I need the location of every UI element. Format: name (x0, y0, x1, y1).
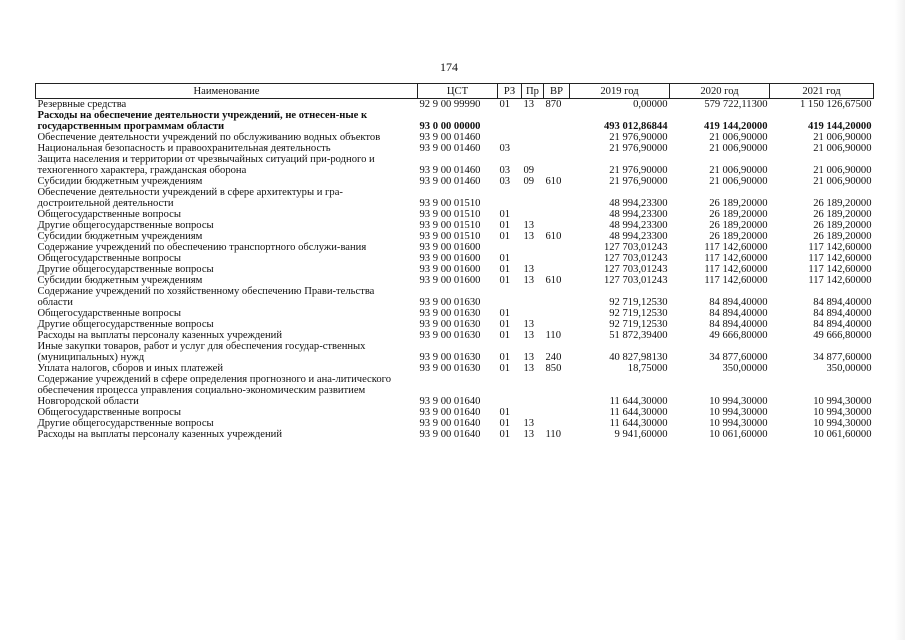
cell-cst: 93 9 00 01640 (419, 396, 481, 407)
cell-pr (522, 308, 544, 319)
cell-vr (544, 264, 570, 275)
cell-rz: 03 (499, 165, 511, 176)
table-row (36, 319, 874, 330)
cell-2020: 350,00000 (722, 363, 768, 374)
cell-vr: 240 (545, 352, 562, 363)
cell-2021: 10 994,30000 (813, 418, 872, 429)
cell-cst: 93 9 00 01510 (419, 220, 481, 231)
cell-2021: 350,00000 (826, 363, 872, 374)
cell-rz: 01 (499, 253, 511, 264)
cell-2019: 92 719,12530 (609, 297, 668, 308)
cell-pr (522, 374, 544, 407)
cell-2019: 48 994,23300 (609, 198, 668, 209)
cell-rz: 01 (499, 231, 511, 242)
cell-pr: 13 (523, 319, 535, 330)
cell-name: Содержание учреждений по хозяйственному обеспечению Прави-тельства области (37, 286, 375, 308)
cell-2021: 84 894,40000 (813, 319, 872, 330)
table-row (36, 231, 874, 242)
cell-2021: 21 006,90000 (813, 132, 872, 143)
cell-2021: 21 006,90000 (813, 165, 872, 176)
cell-rz: 01 (499, 308, 511, 319)
cell-2020: 84 894,40000 (709, 308, 768, 319)
cell-cst: 93 9 00 01600 (419, 275, 481, 286)
table-header (36, 84, 874, 99)
cell-vr (544, 242, 570, 253)
cell-rz: 01 (499, 99, 511, 110)
cell-pr (522, 209, 544, 220)
cell-name: Защита населения и территории от чрезвычайных ситуаций при-родного и техногенного характера, гражданская оборона (37, 154, 375, 176)
cell-2019: 21 976,90000 (609, 176, 668, 187)
cell-vr: 850 (545, 363, 562, 374)
cell-name: Иные закупки товаров, работ и услуг для обеспечения государ-ственных (муниципальных) нужд (37, 341, 366, 363)
cell-2020: 419 144,20000 (703, 121, 768, 132)
cell-2019: 11 644,30000 (609, 418, 668, 429)
cell-cst: 93 9 00 01600 (419, 242, 481, 253)
header-name: Наименование (36, 84, 418, 99)
cell-2021: 21 006,90000 (813, 143, 872, 154)
cell-2019: 40 827,98130 (609, 352, 668, 363)
cell-2020: 579 722,11300 (704, 99, 768, 110)
table-row (36, 132, 874, 143)
cell-2021: 84 894,40000 (813, 308, 872, 319)
cell-name: Другие общегосударственные вопросы (37, 319, 214, 330)
header-pr: Пр (522, 84, 544, 99)
cell-name: Содержание учреждений по обеспечению транспортного обслужи-вания (37, 242, 367, 253)
cell-2019: 11 644,30000 (609, 407, 668, 418)
cell-rz: 01 (499, 319, 511, 330)
table-row (36, 99, 874, 111)
table-row (36, 286, 874, 308)
cell-2021: 117 142,60000 (808, 264, 872, 275)
cell-vr (544, 110, 570, 132)
cell-rz: 03 (499, 143, 511, 154)
cell-rz: 01 (499, 363, 511, 374)
cell-2020: 84 894,40000 (709, 319, 768, 330)
cell-cst: 93 9 00 01460 (419, 165, 481, 176)
cell-cst: 93 9 00 01600 (419, 253, 481, 264)
cell-2019: 48 994,23300 (609, 209, 668, 220)
table-row (36, 308, 874, 319)
cell-name: Общегосударственные вопросы (37, 308, 181, 319)
cell-name: Обеспечение деятельности учреждений в сфере архитектуры и гра-достроительной деятельности (37, 187, 343, 209)
cell-cst: 93 9 00 01630 (419, 319, 481, 330)
table-row (36, 374, 874, 407)
cell-name: Расходы на выплаты персоналу казенных учреждений (37, 330, 282, 341)
cell-rz (498, 286, 522, 308)
cell-name: Резервные средства (37, 99, 127, 110)
table-row (36, 253, 874, 264)
header-cst: ЦСТ (418, 84, 498, 99)
cell-vr (544, 154, 570, 176)
cell-2019: 127 703,01243 (603, 253, 668, 264)
cell-cst: 93 9 00 01510 (419, 231, 481, 242)
cell-2019: 18,75000 (627, 363, 668, 374)
cell-vr: 610 (545, 231, 562, 242)
cell-2021: 26 189,20000 (813, 231, 872, 242)
cell-2021: 10 994,30000 (813, 407, 872, 418)
cell-vr (544, 286, 570, 308)
cell-2020: 49 666,80000 (709, 330, 768, 341)
cell-vr: 110 (545, 330, 561, 341)
cell-vr (544, 209, 570, 220)
cell-2019: 21 976,90000 (609, 143, 668, 154)
cell-pr (522, 253, 544, 264)
cell-pr: 13 (523, 352, 535, 363)
cell-2020: 34 877,60000 (709, 352, 768, 363)
cell-2020: 10 994,30000 (709, 418, 768, 429)
cell-pr: 13 (523, 264, 535, 275)
cell-name: Расходы на выплаты персоналу казенных учреждений (37, 429, 282, 440)
cell-name: Субсидии бюджетным учреждениям (37, 231, 203, 242)
cell-2019: 9 941,60000 (614, 429, 668, 440)
table-row (36, 330, 874, 341)
cell-pr: 13 (523, 330, 535, 341)
cell-2019: 127 703,01243 (603, 242, 668, 253)
cell-name: Общегосударственные вопросы (37, 209, 181, 220)
cell-2021: 34 877,60000 (813, 352, 872, 363)
cell-2020: 21 006,90000 (709, 143, 768, 154)
cell-2020: 26 189,20000 (709, 198, 768, 209)
cell-2020: 117 142,60000 (704, 253, 768, 264)
cell-pr (522, 242, 544, 253)
cell-2019: 51 872,39400 (609, 330, 668, 341)
table-row (36, 187, 874, 209)
cell-pr (522, 110, 544, 132)
cell-2020: 84 894,40000 (709, 297, 768, 308)
cell-2021: 419 144,20000 (807, 121, 872, 132)
cell-2020: 10 994,30000 (709, 407, 768, 418)
cell-cst: 93 9 00 01630 (419, 308, 481, 319)
cell-cst: 93 9 00 01600 (419, 264, 481, 275)
table-row (36, 418, 874, 429)
cell-2019: 48 994,23300 (609, 220, 668, 231)
cell-cst: 93 9 00 01630 (419, 352, 481, 363)
cell-2019: 21 976,90000 (609, 165, 668, 176)
cell-2020: 21 006,90000 (709, 132, 768, 143)
cell-rz: 03 (499, 176, 511, 187)
cell-cst: 92 9 00 99990 (419, 99, 481, 110)
table-row (36, 209, 874, 220)
cell-rz (498, 242, 522, 253)
cell-cst: 93 9 00 01640 (419, 418, 481, 429)
cell-pr: 13 (523, 231, 535, 242)
cell-cst: 93 9 00 01630 (419, 363, 481, 374)
cell-pr: 09 (523, 176, 535, 187)
cell-pr: 13 (523, 275, 535, 286)
cell-2020: 117 142,60000 (704, 242, 768, 253)
cell-name: Содержание учреждений в сфере определения прогнозного и ана-литического обеспечения процесса управления социально-экономическим развитием Новгородской области (37, 374, 392, 407)
cell-2020: 26 189,20000 (709, 231, 768, 242)
cell-pr: 13 (523, 99, 535, 110)
cell-rz: 01 (499, 209, 511, 220)
cell-2019: 11 644,30000 (609, 396, 668, 407)
cell-pr: 09 (523, 165, 535, 176)
cell-2021: 117 142,60000 (808, 275, 872, 286)
page-number: 174 (440, 60, 458, 74)
cell-2021: 21 006,90000 (813, 176, 872, 187)
cell-vr: 610 (545, 176, 562, 187)
cell-2019: 0,00000 (633, 99, 668, 110)
cell-2021: 26 189,20000 (813, 220, 872, 231)
cell-name: Другие общегосударственные вопросы (37, 418, 214, 429)
cell-rz: 01 (499, 330, 511, 341)
cell-cst: 93 0 00 00000 (419, 121, 481, 132)
cell-pr (522, 132, 544, 143)
cell-vr (544, 418, 570, 429)
table-row (36, 242, 874, 253)
cell-name: Другие общегосударственные вопросы (37, 220, 214, 231)
cell-cst: 93 9 00 01460 (419, 143, 481, 154)
cell-2020: 117 142,60000 (704, 275, 768, 286)
cell-cst: 93 9 00 01640 (419, 407, 481, 418)
cell-rz (498, 110, 522, 132)
cell-2020: 21 006,90000 (709, 165, 768, 176)
cell-2019: 493 012,86844 (603, 121, 668, 132)
cell-vr: 610 (545, 275, 562, 286)
table-row (36, 154, 874, 176)
cell-2019: 127 703,01243 (603, 264, 668, 275)
cell-vr: 110 (545, 429, 561, 440)
table-row (36, 143, 874, 154)
cell-rz: 01 (499, 220, 511, 231)
cell-name: Другие общегосударственные вопросы (37, 264, 214, 275)
cell-pr (522, 187, 544, 209)
scan-edge (895, 0, 905, 640)
cell-cst: 93 9 00 01460 (419, 132, 481, 143)
cell-cst: 93 9 00 01510 (419, 198, 481, 209)
cell-2021: 1 150 126,67500 (799, 99, 872, 110)
cell-2021: 10 061,60000 (813, 429, 872, 440)
cell-vr (544, 407, 570, 418)
table-row (36, 429, 874, 440)
cell-pr (522, 286, 544, 308)
cell-2019: 92 719,12530 (609, 319, 668, 330)
cell-vr (544, 308, 570, 319)
cell-2021: 117 142,60000 (808, 242, 872, 253)
header-2019: 2019 год (570, 84, 670, 99)
cell-name: Общегосударственные вопросы (37, 253, 181, 264)
cell-name: Расходы на обеспечение деятельности учреждений, не отнесен-ные к государственным программам области (37, 110, 368, 132)
cell-pr: 13 (523, 418, 535, 429)
table-row (36, 407, 874, 418)
cell-rz: 01 (499, 264, 511, 275)
table-row (36, 363, 874, 374)
cell-name: Обеспечение деятельности учреждений по обслуживанию водных объектов (37, 132, 381, 143)
cell-2021: 26 189,20000 (813, 209, 872, 220)
cell-2019: 21 976,90000 (609, 132, 668, 143)
cell-2020: 117 142,60000 (704, 264, 768, 275)
cell-rz: 01 (499, 418, 511, 429)
cell-vr (544, 143, 570, 154)
cell-vr (544, 220, 570, 231)
cell-2020: 10 994,30000 (709, 396, 768, 407)
cell-2020: 26 189,20000 (709, 209, 768, 220)
cell-name: Общегосударственные вопросы (37, 407, 181, 418)
cell-vr (544, 187, 570, 209)
cell-rz (498, 374, 522, 407)
table-row (36, 275, 874, 286)
cell-pr (522, 143, 544, 154)
cell-pr: 13 (523, 429, 535, 440)
cell-2021: 84 894,40000 (813, 297, 872, 308)
cell-cst: 93 9 00 01630 (419, 330, 481, 341)
table-row (36, 220, 874, 231)
cell-rz: 01 (499, 275, 511, 286)
cell-rz (498, 187, 522, 209)
cell-rz: 01 (499, 352, 511, 363)
cell-name: Субсидии бюджетным учреждениям (37, 275, 203, 286)
cell-2021: 10 994,30000 (813, 396, 872, 407)
cell-vr: 870 (545, 99, 562, 110)
header-vr: ВР (544, 84, 570, 99)
cell-2019: 48 994,23300 (609, 231, 668, 242)
cell-2019: 127 703,01243 (603, 275, 668, 286)
cell-2021: 26 189,20000 (813, 198, 872, 209)
cell-name: Национальная безопасность и правоохранительная деятельность (37, 143, 331, 154)
cell-2020: 10 061,60000 (709, 429, 768, 440)
header-2020: 2020 год (670, 84, 770, 99)
cell-cst: 93 9 00 01630 (419, 297, 481, 308)
cell-rz: 01 (499, 429, 511, 440)
cell-rz: 01 (499, 407, 511, 418)
cell-pr: 13 (523, 363, 535, 374)
cell-rz (498, 132, 522, 143)
cell-vr (544, 319, 570, 330)
header-rz: РЗ (498, 84, 522, 99)
cell-cst: 93 9 00 01460 (419, 176, 481, 187)
table-row (36, 264, 874, 275)
cell-vr (544, 132, 570, 143)
table-row (36, 341, 874, 363)
cell-name: Субсидии бюджетным учреждениям (37, 176, 203, 187)
cell-name: Уплата налогов, сборов и иных платежей (37, 363, 224, 374)
cell-2020: 21 006,90000 (709, 176, 768, 187)
cell-vr (544, 253, 570, 264)
header-2021: 2021 год (770, 84, 874, 99)
cell-2020: 26 189,20000 (709, 220, 768, 231)
cell-pr (522, 407, 544, 418)
table-row (36, 110, 874, 132)
cell-cst: 93 9 00 01640 (419, 429, 481, 440)
cell-2019: 92 719,12530 (609, 308, 668, 319)
cell-cst: 93 9 00 01510 (419, 209, 481, 220)
budget-table (35, 83, 874, 440)
table-row (36, 176, 874, 187)
cell-2021: 117 142,60000 (808, 253, 872, 264)
cell-vr (544, 374, 570, 407)
cell-pr: 13 (523, 220, 535, 231)
cell-2021: 49 666,80000 (813, 330, 872, 341)
